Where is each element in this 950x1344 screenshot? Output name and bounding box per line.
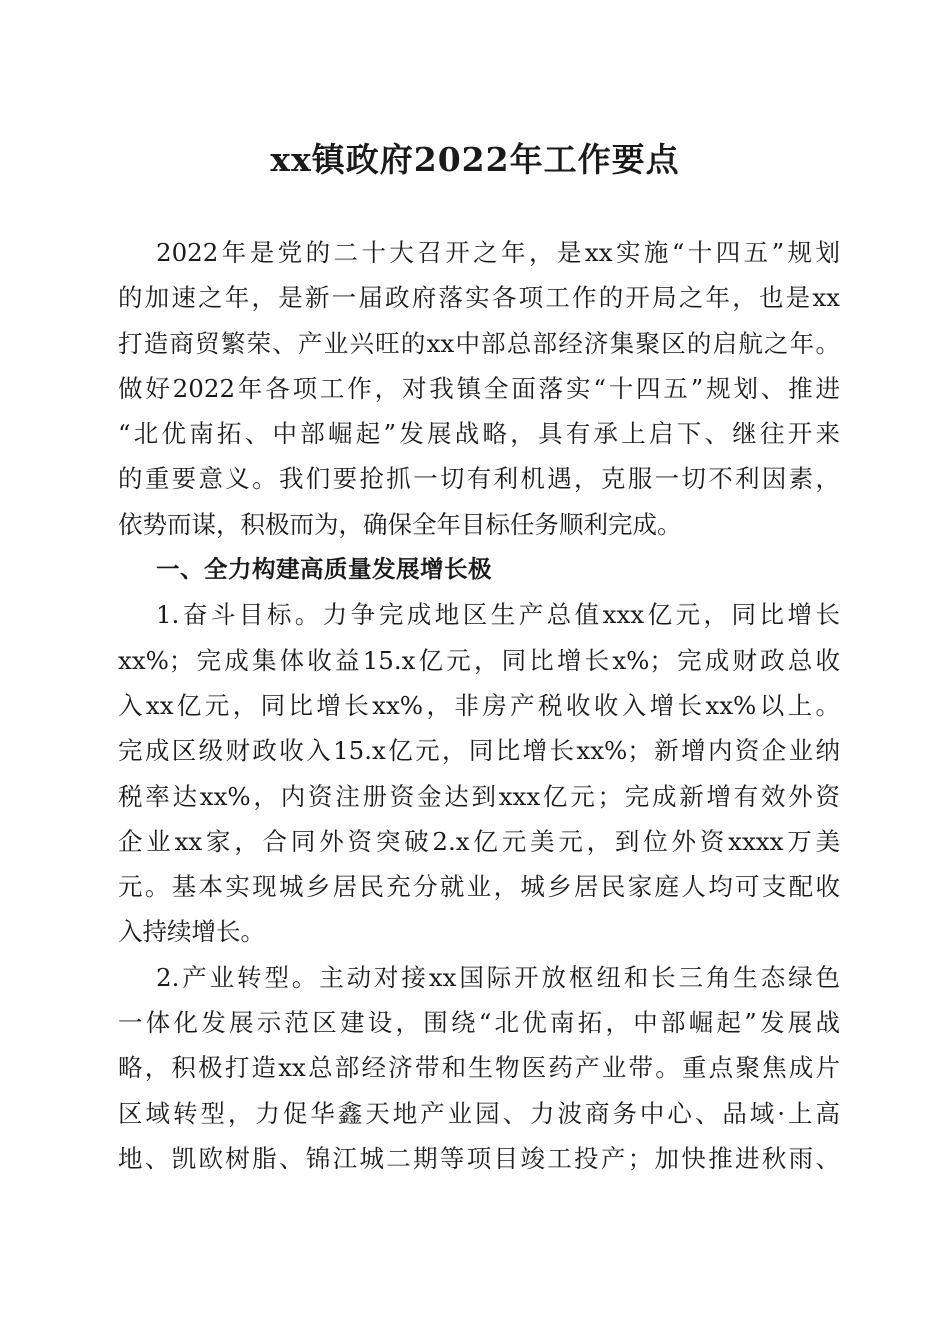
paragraph-line: 略，积极打造xx总部经济带和生物医药产业带。重点聚焦成片 xyxy=(118,1053,840,1083)
item-2-paragraph xyxy=(118,955,840,1181)
paragraph-line: 入持续增长。 xyxy=(118,917,265,947)
paragraph-line: 打造商贸繁荣、产业兴旺的xx中部总部经济集聚区的启航之年。 xyxy=(118,328,840,358)
paragraph-line: 地、凯欧树脂、锦江城二期等项目竣工投产；加快推进秋雨、 xyxy=(118,1143,840,1173)
paragraph-line: 2.产业转型。主动对接xx国际开放枢纽和长三角生态绿色 xyxy=(156,962,840,992)
paragraph-line: 1.奋斗目标。力争完成地区生产总值xxx亿元，同比增长 xyxy=(156,600,840,630)
document-title: xx镇政府2022年工作要点 xyxy=(270,140,680,179)
paragraph-line: 的加速之年，是新一届政府落实各项工作的开局之年，也是xx xyxy=(118,283,840,313)
paragraph-line: xx%；完成集体收益15.x亿元，同比增长x%；完成财政总收 xyxy=(118,645,840,675)
paragraph-line: 2022年是党的二十大召开之年，是xx实施“十四五”规划 xyxy=(156,238,840,267)
paragraph-line: 企业xx家，合同外资突破2.x亿元美元，到位外资xxxx万美 xyxy=(118,826,840,856)
paragraph-line: 依势而谋，积极而为，确保全年目标任务顺利完成。 xyxy=(118,509,682,539)
intro-paragraph xyxy=(118,230,840,547)
paragraph-line: 完成区级财政收入15.x亿元，同比增长xx%；新增内资企业纳 xyxy=(118,736,840,766)
section-heading: 一、全力构建高质量发展增长极 xyxy=(156,555,492,584)
paragraph-line: 入xx亿元，同比增长xx%，非房产税收收入增长xx%以上。 xyxy=(118,690,840,720)
item-1-paragraph xyxy=(118,592,840,954)
paragraph-line: 一体化发展示范区建设，围绕“北优南拓，中部崛起”发展战 xyxy=(118,1008,840,1038)
paragraph-line: 区域转型，力促华鑫天地产业园、力波商务中心、品域·上高 xyxy=(118,1098,840,1128)
paragraph-line: 元。基本实现城乡居民充分就业，城乡居民家庭人均可支配收 xyxy=(118,872,840,902)
paragraph-line: 做好2022年各项工作，对我镇全面落实“十四五”规划、推进 xyxy=(118,373,840,403)
document-body xyxy=(118,230,840,1181)
paragraph-line: “北优南拓、中部崛起”发展战略，具有承上启下、继往开来 xyxy=(118,419,840,449)
paragraph-line: 税率达xx%，内资注册资金达到xxx亿元；完成新增有效外资 xyxy=(118,781,840,811)
paragraph-line: 的重要意义。我们要抢抓一切有利机遇，克服一切不利因素， xyxy=(118,464,840,494)
